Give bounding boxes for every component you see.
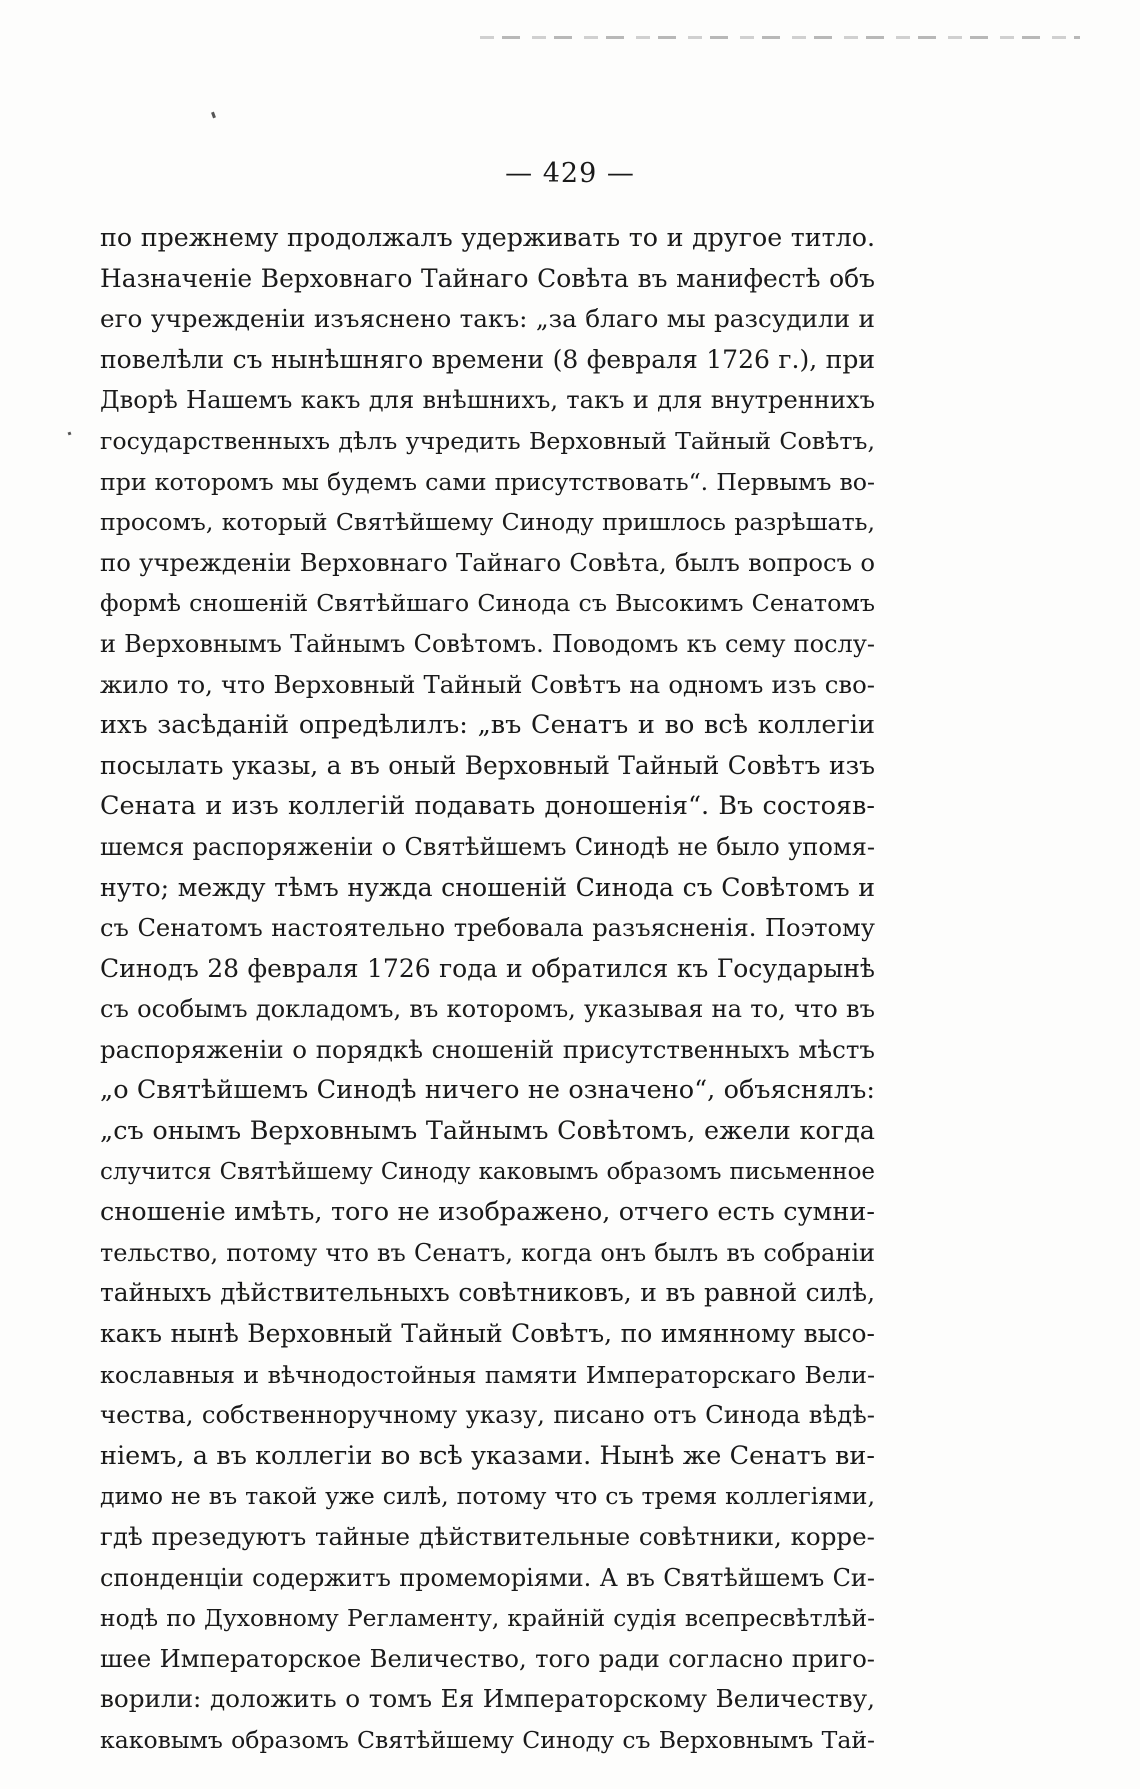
text-line: по учрежденіи Верховнаго Тайнаго Совѣта, былъ вопросъ о [100, 547, 875, 577]
text-line: просомъ, который Святѣйшему Синоду пришлось разрѣшать, [100, 508, 875, 537]
text-line: тельство, потому что въ Сенатъ, когда онъ былъ въ собраніи [100, 1238, 875, 1267]
text-line: Дворѣ Нашемъ какъ для внѣшнихъ, такъ и для внутреннихъ [100, 386, 875, 415]
text-line: жило то, что Верховный Тайный Совѣтъ на одномъ изъ сво- [100, 669, 875, 699]
text-line: шемся распоряженіи о Святѣйшемъ Синодѣ не было упомя- [100, 832, 875, 861]
text-line: Сената и изъ коллегій подавать доношенія“. Въ состояв- [100, 791, 875, 822]
text-line: спонденціи содержитъ промеморіями. А въ Святѣйшемъ Си- [100, 1563, 875, 1592]
text-line: тайныхъ дѣйствительныхъ совѣтниковъ, и въ равной силѣ, [100, 1278, 875, 1308]
scan-speck [211, 112, 216, 119]
text-line: чества, собственноручному указу, писано отъ Синода вѣдѣ- [100, 1400, 875, 1430]
text-line: съ особымъ докладомъ, въ которомъ, указывая на то, что въ [100, 995, 875, 1024]
text-line: по прежнему продолжалъ удерживать то и другое титло. [100, 223, 875, 252]
text-line: нуто; между тѣмъ нужда сношеній Синода съ Совѣтомъ и [100, 872, 875, 902]
text-line: „о Святѣйшемъ Синодѣ ничего не означено“, объяснялъ: [100, 1075, 875, 1106]
text-line: димо не въ такой уже силѣ, потому что съ тремя коллегіями, [100, 1482, 875, 1511]
body-text [100, 218, 875, 1761]
text-line: посылать указы, а въ оный Верховный Тайный Совѣтъ изъ [100, 750, 875, 780]
text-line: нодѣ по Духовному Регламенту, крайній судія всепресвѣтлѣй- [100, 1604, 875, 1633]
text-line: при которомъ мы будемъ сами присутствовать“. Первымъ во- [100, 467, 875, 496]
text-line: повелѣли съ нынѣшняго времени (8 февраля 1726 г.), при [100, 344, 875, 374]
text-line: государственныхъ дѣлъ учредить Верховный Тайный Совѣтъ, [100, 426, 875, 455]
text-line: распоряженіи о порядкѣ сношеній присутственныхъ мѣстъ [100, 1034, 875, 1064]
text-line: шее Императорское Величество, того ради согласно приго- [100, 1643, 875, 1673]
text-line: случится Святѣйшему Синоду каковымъ образомъ письменное [100, 1158, 875, 1185]
page-number: — 429 — [505, 158, 635, 189]
text-line: „съ онымъ Верховнымъ Тайнымъ Совѣтомъ, ежели когда [100, 1116, 875, 1147]
text-line: кославныя и вѣчнодостойныя памяти Императорскаго Вели- [100, 1360, 875, 1389]
text-line: формѣ сношеній Святѣйшаго Синода съ Высокимъ Сенатомъ [100, 589, 875, 618]
scan-speck [68, 432, 72, 436]
text-line: съ Сенатомъ настоятельно требовала разъясненія. Поэтому [100, 914, 875, 943]
scan-artifact-top [480, 36, 1080, 39]
text-line: и Верховнымъ Тайнымъ Совѣтомъ. Поводомъ къ сему послу- [100, 629, 875, 658]
text-line: ворили: доложить о томъ Ея Императорскому Величеству, [100, 1684, 875, 1714]
text-line: каковымъ образомъ Святѣйшему Синоду съ Верховнымъ Тай- [100, 1725, 875, 1754]
text-line: гдѣ презедуютъ тайные дѣйствительные совѣтники, корре- [100, 1522, 875, 1551]
text-line: ихъ засѣданій опредѣлилъ: „въ Сенатъ и во всѣ коллегіи [100, 710, 875, 741]
text-line: ніемъ, а въ коллегіи во всѣ указами. Нынѣ же Сенатъ ви- [100, 1440, 875, 1471]
text-line: его учрежденіи изъяснено такъ: „за благо мы разсудили и [100, 304, 875, 334]
text-line: какъ нынѣ Верховный Тайный Совѣтъ, по имянному высо- [100, 1319, 875, 1349]
text-line: Назначеніе Верховнаго Тайнаго Совѣта въ манифестѣ объ [100, 263, 875, 293]
text-line: сношеніе имѣть, того не изображено, отчего есть сумни- [100, 1197, 875, 1228]
text-line: Синодъ 28 февраля 1726 года и обратился къ Государынѣ [100, 953, 875, 983]
